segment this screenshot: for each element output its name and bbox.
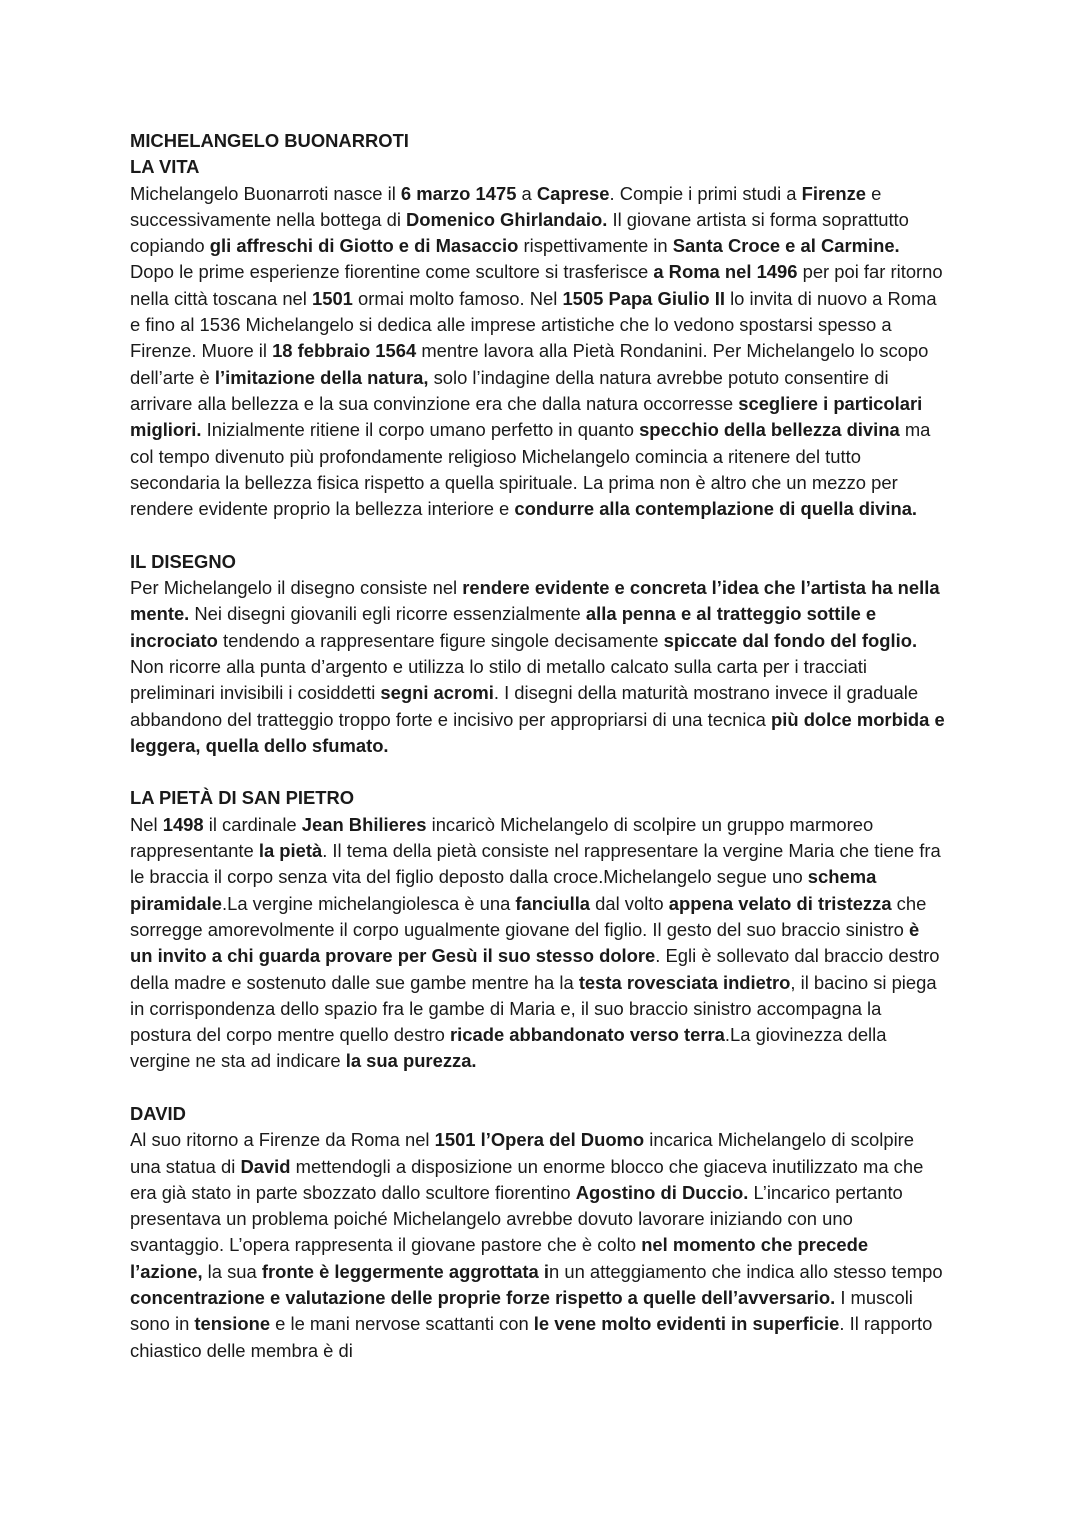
text-run: Dopo le prime esperienze fiorentine come scultore si trasferisce [130, 261, 654, 283]
text-run: a [516, 182, 537, 204]
text-run: e successivamente nella bottega di [130, 182, 882, 230]
bold-text-run: le vene molto evidenti in superficie [533, 1313, 840, 1335]
text-run: Il giovane artista si forma soprattutto copiando [130, 208, 909, 257]
bold-text-run: l’imitazione della natura, [214, 366, 429, 388]
text-run: Per Michelangelo il disegno consiste nel [130, 577, 463, 599]
section-heading: LA PIETÀ DI SAN PIETRO [130, 787, 355, 809]
bold-text-run: 6 marzo 1475 [400, 182, 517, 204]
bold-text-run: fanciulla [515, 892, 591, 914]
section-heading: DAVID [130, 1102, 186, 1124]
text-run: mettendogli a disposizione un enorme blocco che giaceva inutilizzato ma che era già stato in parte sbozzato dallo scultore fiorentino [130, 1155, 924, 1203]
bold-text-run: Jean Bhilieres [301, 813, 427, 835]
text-run: che sorregge amorevolmente il corpo ugualmente giovane del figlio. Il gesto del suo braccio sinistro [130, 892, 927, 940]
bold-text-run: scegliere i particolari migliori. [130, 392, 923, 441]
paragraph-gap [130, 759, 945, 785]
section-pieta [130, 785, 945, 1074]
text-run: . Compie i primi studi a [609, 182, 802, 204]
section-paragraph [130, 812, 945, 1075]
text-run: . Il tema della pietà consiste nel rappresentare la vergine Maria che tiene fra le braccia il corpo senza vita del figlio deposto dalla croce.Michelangelo segue uno [130, 840, 941, 888]
paragraph-gap [130, 522, 945, 548]
text-run: .La vergine michelangiolesca è una [222, 892, 516, 914]
document-page [130, 128, 945, 1364]
text-run: incaricò Michelangelo di scolpire un gruppo marmoreo rappresentante [130, 813, 874, 862]
text-run: Nel [130, 813, 163, 835]
section-la-vita [130, 154, 945, 522]
bold-text-run: tensione [194, 1313, 271, 1335]
text-run: la sua [202, 1260, 262, 1282]
text-run: I muscoli sono in [130, 1287, 913, 1335]
text-run: lo invita di nuovo a Roma e fino al 1536 Michelangelo si dedica alle imprese artistiche che lo vedono spostarsi spesso a Firenze. Muore il [130, 287, 937, 362]
bold-text-run: concentrazione e valutazione delle proprie forze rispetto a quelle dell’avversario. [130, 1287, 836, 1309]
text-run: il cardinale [203, 813, 302, 835]
bold-text-run: Agostino di Duccio. [575, 1181, 749, 1203]
bold-text-run: Firenze [801, 182, 867, 204]
section-paragraph [130, 575, 945, 759]
section-heading: LA VITA [130, 156, 200, 178]
text-run: mentre lavora alla Pietà Rondanini. Per Michelangelo lo scopo dell’arte è [130, 340, 929, 388]
bold-text-run: Santa Croce e al Carmine. [672, 235, 900, 257]
text-run: . Egli è sollevato dal braccio destro della madre e sostenuto dalle sue gambe mentre ha la [130, 945, 940, 993]
text-run: Al suo ritorno a Firenze da Roma nel [130, 1129, 435, 1151]
bold-text-run: fronte è leggermente aggrottata i [261, 1260, 550, 1282]
text-run: tendendo a rappresentare figure singole decisamente [217, 629, 664, 651]
bold-text-run: nel momento che precede l’azione, [130, 1234, 869, 1282]
text-run: solo l’indagine della natura avrebbe potuto consentire di arrivare alla bellezza e la sua convinzione era che dalla natura occorresse [130, 366, 889, 414]
bold-text-run: la sua purezza. [345, 1050, 477, 1072]
bold-text-run: rendere evidente e concreta l’idea che l’artista ha nella mente. [130, 577, 940, 625]
text-run: Inizialmente ritiene il corpo umano perfetto in quanto [201, 419, 640, 441]
text-run: ormai molto famoso. Nel [352, 287, 563, 309]
document-title: MICHELANGELO BUONARROTI [130, 130, 409, 151]
paragraph-gap [130, 1075, 945, 1101]
text-run: e le mani nervose scattanti con [270, 1313, 534, 1335]
bold-text-run: ricade abbandonato verso terra [449, 1024, 725, 1046]
bold-text-run: 1501 [311, 287, 353, 309]
bold-text-run: 1498 [162, 813, 204, 835]
bold-text-run: testa rovesciata indietro [578, 971, 791, 993]
bold-text-run: è un invito a chi guarda provare per Gesù il suo stesso dolore [130, 918, 920, 967]
text-run: . I disegni della maturità mostrano invece il graduale abbandono del tratteggio troppo forte e incisivo per appropriarsi di una tecnica [130, 682, 919, 730]
bold-text-run: alla penna e al tratteggio sottile e incrociato [130, 603, 877, 651]
section-il-disegno [130, 549, 945, 759]
text-run: Non ricorre alla punta d’argento e utilizza lo stilo di metallo calcato sulla carta per i tracciati preliminari invisibili i cosiddetti [130, 655, 867, 704]
bold-text-run: condurre alla contemplazione di quella divina. [514, 498, 918, 520]
bold-text-run: spiccate dal fondo del foglio. [663, 629, 918, 651]
bold-text-run: segni acromi [380, 682, 494, 704]
section-heading: IL DISEGNO [130, 550, 236, 572]
bold-text-run: gli affreschi di Giotto e di Masaccio [209, 235, 519, 257]
bold-text-run: la pietà [258, 840, 323, 862]
text-run: , il bacino si piega in corrispondenza dello spazio fra le gambe di Maria e, il suo braccio sinistro accompagna la postura del corpo mentre quello destro [130, 971, 937, 1046]
text-run: L’incarico pertanto presentava un problema poiché Michelangelo avrebbe dovuto lavorare iniziando con uno svantaggio. L’opera rappresenta il giovane pastore che è colto [130, 1181, 903, 1256]
bold-text-run: a Roma nel 1496 [653, 261, 798, 283]
bold-text-run: Domenico Ghirlandaio. [406, 208, 608, 230]
section-paragraph [130, 1127, 945, 1364]
text-run: .La giovinezza della vergine ne sta ad indicare [130, 1024, 887, 1072]
bold-text-run: 1501 l’Opera del Duomo [434, 1129, 645, 1151]
text-run: n un atteggiamento che indica allo stesso tempo [549, 1260, 943, 1282]
text-run: Michelangelo Buonarroti nasce il [130, 182, 401, 204]
bold-text-run: più dolce morbida e leggera, quella dello sfumato. [130, 708, 945, 756]
bold-text-run: Caprese [536, 182, 610, 204]
text-run: Nei disegni giovanili egli ricorre essenzialmente [189, 603, 586, 625]
bold-text-run: appena velato di tristezza [668, 892, 892, 914]
text-run: per poi far ritorno nella città toscana nel [130, 261, 943, 309]
text-run: incarica Michelangelo di scolpire una statua di [130, 1129, 915, 1177]
text-run: dal volto [590, 892, 669, 914]
section-paragraph [130, 181, 945, 523]
text-run: . Il rapporto chiastico delle membra è di [130, 1313, 933, 1361]
section-david [130, 1101, 945, 1364]
bold-text-run: specchio della bellezza divina [639, 419, 900, 441]
bold-text-run: 1505 Papa Giulio II [562, 287, 725, 309]
bold-text-run: David [240, 1155, 291, 1177]
text-run: rispettivamente in [518, 235, 673, 257]
bold-text-run: 18 febbraio 1564 [272, 340, 417, 362]
text-run: ma col tempo divenuto più profondamente religioso Michelangelo comincia a ritenere del tutto secondaria la bellezza fisica rispetto a quella spirituale. La prima non è altro che un mezzo per rendere evidente proprio la bellezza interiore e [130, 419, 931, 520]
bold-text-run: schema piramidale [130, 866, 877, 914]
